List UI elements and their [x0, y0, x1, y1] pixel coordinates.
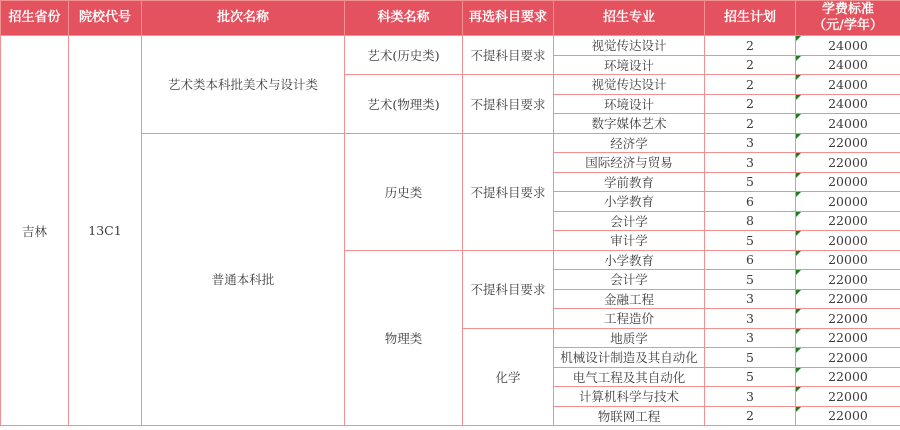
plan-cell: 6 [705, 250, 796, 270]
tuition-header-line1: 学费标准 [821, 1, 874, 17]
major-cell: 金融工程 [554, 289, 705, 309]
plan-cell: 6 [705, 192, 796, 212]
col-header-tuition [796, 1, 900, 36]
category-cell-physics: 物理类 [345, 250, 463, 426]
green-corner-indicator [796, 348, 801, 353]
tuition-cell [796, 192, 900, 212]
tuition-value: 20000 [828, 193, 868, 209]
green-corner-indicator [796, 192, 801, 197]
major-cell: 环境设计 [554, 94, 705, 114]
tuition-cell [796, 367, 900, 387]
tuition-value: 22000 [828, 213, 868, 229]
green-corner-indicator [796, 212, 801, 217]
requirement-cell: 不提科目要求 [463, 133, 554, 250]
major-cell: 学前教育 [554, 172, 705, 192]
tuition-cell [796, 406, 900, 426]
tuition-value: 22000 [828, 408, 868, 424]
plan-cell: 2 [705, 55, 796, 75]
green-corner-indicator [796, 270, 801, 275]
green-corner-indicator [796, 251, 801, 256]
tuition-cell [796, 55, 900, 75]
green-corner-indicator [796, 56, 801, 61]
tuition-value: 22000 [828, 271, 868, 287]
requirement-cell: 不提科目要求 [463, 75, 554, 134]
plan-cell: 2 [705, 406, 796, 426]
plan-cell: 8 [705, 211, 796, 231]
major-cell: 小学教育 [554, 192, 705, 212]
plan-cell: 5 [705, 231, 796, 251]
tuition-value: 20000 [828, 252, 868, 268]
tuition-value: 24000 [828, 57, 868, 73]
category-cell-art-physics: 艺术(物理类) [345, 75, 463, 134]
major-cell: 地质学 [554, 328, 705, 348]
major-cell: 数字媒体艺术 [554, 114, 705, 134]
tuition-cell [796, 153, 900, 173]
tuition-header-line2: （元/学年） [813, 18, 883, 33]
plan-cell: 5 [705, 172, 796, 192]
green-corner-indicator [796, 231, 801, 236]
plan-cell: 3 [705, 387, 796, 407]
tuition-value: 22000 [828, 291, 868, 307]
major-cell: 审计学 [554, 231, 705, 251]
major-cell: 物联网工程 [554, 406, 705, 426]
plan-cell: 2 [705, 94, 796, 114]
green-corner-indicator [796, 114, 801, 119]
col-header-major: 招生专业 [554, 1, 705, 36]
tuition-cell [796, 309, 900, 329]
major-cell: 会计学 [554, 211, 705, 231]
category-cell-history: 历史类 [345, 133, 463, 250]
col-header-school-code: 院校代号 [69, 1, 142, 36]
col-header-batch: 批次名称 [142, 1, 345, 36]
major-cell: 小学教育 [554, 250, 705, 270]
requirement-cell-chemistry: 化学 [463, 328, 554, 426]
tuition-value: 22000 [828, 330, 868, 346]
green-corner-indicator [796, 290, 801, 295]
major-cell: 会计学 [554, 270, 705, 290]
plan-cell: 2 [705, 75, 796, 95]
col-header-plan: 招生计划 [705, 1, 796, 36]
tuition-cell [796, 211, 900, 231]
plan-cell: 5 [705, 270, 796, 290]
tuition-value: 22000 [828, 349, 868, 365]
plan-cell: 5 [705, 367, 796, 387]
major-cell: 计算机科学与技术 [554, 387, 705, 407]
tuition-cell [796, 36, 900, 56]
tuition-value: 24000 [828, 115, 868, 131]
tuition-value: 24000 [828, 37, 868, 53]
green-corner-indicator [796, 153, 801, 158]
col-header-province: 招生省份 [1, 1, 69, 36]
major-cell: 经济学 [554, 133, 705, 153]
tuition-cell [796, 348, 900, 368]
major-cell: 环境设计 [554, 55, 705, 75]
tuition-cell [796, 328, 900, 348]
tuition-value: 24000 [828, 76, 868, 92]
plan-cell: 3 [705, 289, 796, 309]
tuition-cell [796, 94, 900, 114]
green-corner-indicator [796, 309, 801, 314]
tuition-cell [796, 114, 900, 134]
category-cell-art-history: 艺术(历史类) [345, 36, 463, 75]
plan-cell: 3 [705, 328, 796, 348]
col-header-subject-requirement: 再选科目要求 [463, 1, 554, 36]
tuition-value: 22000 [828, 154, 868, 170]
tuition-value: 22000 [828, 369, 868, 385]
tuition-value: 20000 [828, 174, 868, 190]
tuition-value: 22000 [828, 388, 868, 404]
major-cell: 电气工程及其自动化 [554, 367, 705, 387]
tuition-value: 20000 [828, 232, 868, 248]
tuition-cell [796, 133, 900, 153]
requirement-cell: 不提科目要求 [463, 250, 554, 328]
plan-cell: 3 [705, 133, 796, 153]
tuition-cell [796, 387, 900, 407]
tuition-value: 22000 [828, 310, 868, 326]
plan-cell: 2 [705, 114, 796, 134]
col-header-category: 科类名称 [345, 1, 463, 36]
tuition-value: 22000 [828, 135, 868, 151]
plan-cell: 5 [705, 348, 796, 368]
green-corner-indicator [796, 407, 801, 412]
green-corner-indicator [796, 329, 801, 334]
tuition-cell [796, 172, 900, 192]
major-cell: 视觉传达设计 [554, 36, 705, 56]
green-corner-indicator [796, 75, 801, 80]
batch-cell-regular: 普通本科批 [142, 133, 345, 426]
green-corner-indicator [796, 36, 801, 41]
green-corner-indicator [796, 134, 801, 139]
major-cell: 机械设计制造及其自动化 [554, 348, 705, 368]
tuition-cell [796, 289, 900, 309]
tuition-cell [796, 270, 900, 290]
plan-cell: 2 [705, 36, 796, 56]
green-corner-indicator [796, 368, 801, 373]
tuition-cell [796, 231, 900, 251]
major-cell: 国际经济与贸易 [554, 153, 705, 173]
major-cell: 工程造价 [554, 309, 705, 329]
green-corner-indicator [796, 95, 801, 100]
school-code-cell: 13C1 [69, 36, 142, 426]
plan-cell: 3 [705, 309, 796, 329]
requirement-cell: 不提科目要求 [463, 36, 554, 75]
tuition-value: 24000 [828, 96, 868, 112]
plan-cell: 3 [705, 153, 796, 173]
green-corner-indicator [796, 173, 801, 178]
table-row [1, 36, 900, 56]
tuition-cell [796, 250, 900, 270]
green-corner-indicator [796, 387, 801, 392]
batch-cell-art: 艺术类本科批美术与设计类 [142, 36, 345, 134]
province-cell: 吉林 [1, 36, 69, 426]
header-row [1, 1, 900, 36]
tuition-cell [796, 75, 900, 95]
major-cell: 视觉传达设计 [554, 75, 705, 95]
